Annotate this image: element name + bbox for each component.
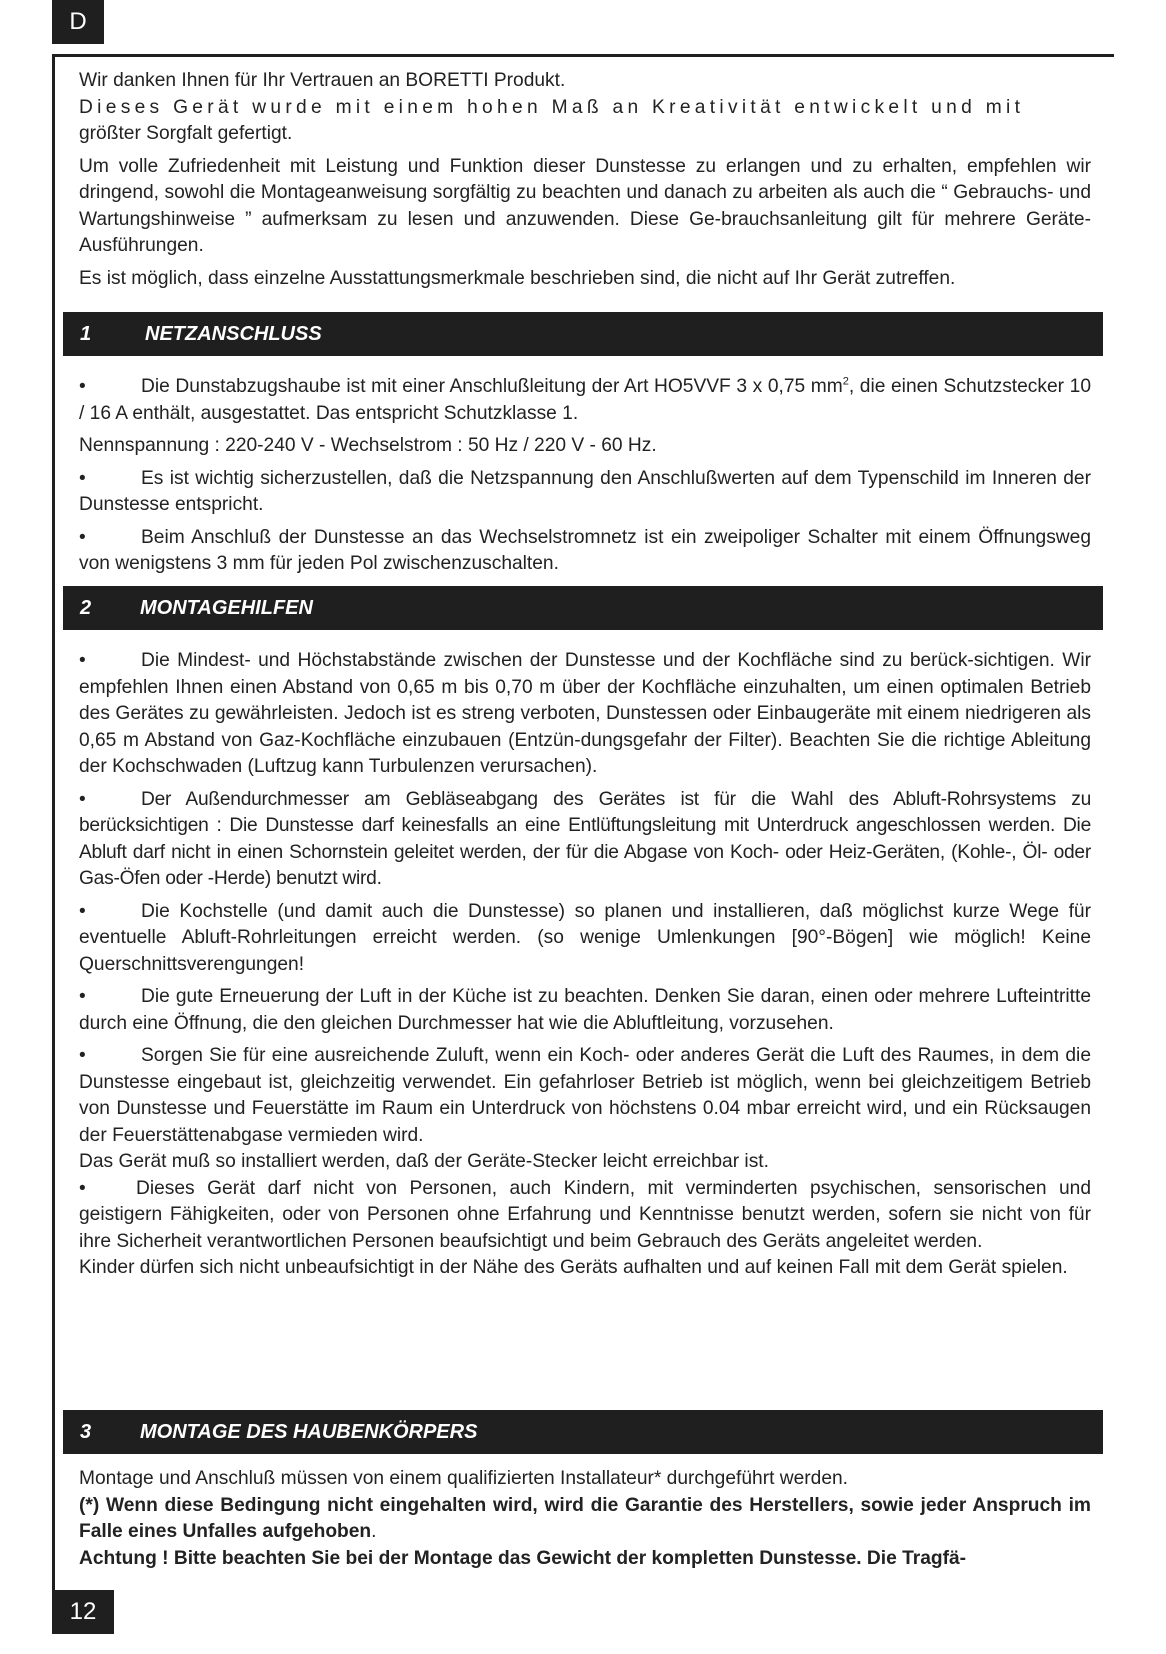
s2-note-children: Kinder dürfen sich nicht unbeaufsichtigt in der Nähe des Geräts aufhalten und auf keinen Fall mit dem Gerät spielen. xyxy=(79,1257,1068,1278)
s2-bullet-6 xyxy=(79,1176,1091,1256)
s3-warranty-warning: (*) Wenn diese Bedingung nicht eingehalten wird, wird die Garantie des Herstellers, sowie jeder Anspruch im Falle eines Unfalles aufgehoben xyxy=(79,1494,1091,1542)
s1-bullet-3 xyxy=(79,525,1091,578)
intro-line-3: größter Sorgfalt gefertigt. xyxy=(79,123,293,144)
s2-bullet-5 xyxy=(79,1043,1091,1149)
bullet: • xyxy=(79,526,86,548)
bullet: • xyxy=(79,376,86,397)
superscript: 2 xyxy=(842,375,849,388)
s3-weight-warning: Achtung ! Bitte beachten Sie bei der Montage das Gewicht der kompletten Dunstesse. Die Tragfä- xyxy=(79,1547,967,1569)
left-margin-rule xyxy=(52,54,55,1594)
section-number: 3 xyxy=(80,1420,92,1443)
section-header-3 xyxy=(63,1410,1103,1454)
section-1-body xyxy=(79,374,1091,584)
s2-bullet-1 xyxy=(79,648,1091,781)
s2-note-plug: Das Gerät muß so installiert werden, daß der Geräte-Stecker leicht erreichbar ist. xyxy=(79,1151,769,1172)
section-number: 2 xyxy=(80,596,92,619)
s2-b5-text: Sorgen Sie für eine ausreichende Zuluft, wenn ein Koch- oder anderes Gerät die Luft des Raumes, in dem die Dunstesse eingebaut ist, gleichzeitig verwendet. Ein gefahrloser Betrieb ist möglich, wenn bei gleichzeitigem Betrieb von Dunstesse und Feuerstätte im Raum ein Unterdruck von höchstens 0.04 mbar erreicht wird, und ein Rücksaugen der Feuerstättenabgase vermieden wird. xyxy=(79,1045,1091,1146)
bullet: • xyxy=(79,986,86,1007)
s2-bullet-4 xyxy=(79,984,1091,1037)
s2-b3-text: Die Kochstelle (und damit auch die Dunstesse) so planen und installieren, daß möglichst kurze Wege für eventuelle Abluft-Rohrleitungen erreicht werden. (so wenige Umlenkungen [90°-Bögen] wie möglich! Keine Querschnittsverengungen! xyxy=(79,900,1091,975)
top-rule xyxy=(52,54,1114,57)
bullet: • xyxy=(79,467,86,489)
s3-period: . xyxy=(371,1521,377,1542)
s2-b4-text: Die gute Erneuerung der Luft in der Küche ist zu beachten. Denken Sie daran, einen oder mehrere Lufteintritte durch eine Öffnung, die den gleichen Durchmesser hat wie die Abluftleitung, vorzusehen. xyxy=(79,986,1091,1034)
s2-b2-text: Der Außendurchmesser am Gebläseabgang des Gerätes ist für die Wahl des Abluft-Rohrsystems zu berücksichtigen : Die Dunstesse darf keinesfalls an eine Entlüftungsleitung mit Unterdruck angeschlossen werden. Die Abluft darf nicht in einen Schornstein geleitet werden, der für die Abgase von Koch- oder Heiz-Geräten, (Kohle-, Öl- oder Gas-Öfen oder -Herde) benutzt wird. xyxy=(79,788,1091,889)
s2-b1-text: Die Mindest- und Höchstabstände zwischen der Dunstesse und der Kochfläche sind zu berück-sichtigen. Wir empfehlen Ihnen einen Abstand von 0,65 m bis 0,70 m über der Kochfläche einzuhalten, um einen optimalen Betrieb des Gerätes zu gewährleisten. Jedoch ist es streng verboten, Dunstessen oder Einbaugeräte mit einem niedrigeren als 0,65 m Abstand von Gaz-Kochfläche einzubauen (Entzün-dungsgefahr der Filter). Beachten Sie die richtige Ableitung der Kochschwaden (Luftzug kann Turbulenzen verursachen). xyxy=(79,650,1091,777)
intro-block xyxy=(79,68,1091,298)
s1-b3-text: Beim Anschluß der Dunstesse an das Wechselstromnetz ist ein zweipoliger Schalter mit einem Öffnungsweg von wenigstens 3 mm für jeden Pol zwischenzuschalten. xyxy=(79,526,1091,574)
section-title: NETZANSCHLUSS xyxy=(145,322,322,345)
section-title: MONTAGEHILFEN xyxy=(140,596,313,619)
s2-bullet-2 xyxy=(79,787,1091,893)
s1-b1-text-cont: , die einen Schutzstecker 10 / 16 A enthält, ausgestattet. Das entspricht Schutzklasse 1. xyxy=(79,376,1091,424)
s3-paragraph-2 xyxy=(79,1493,1091,1546)
section-number: 1 xyxy=(80,322,92,345)
intro-paragraph-3: Es ist möglich, dass einzelne Ausstattungsmerkmale beschrieben sind, die nicht auf Ihr Gerät zutreffen. xyxy=(79,267,956,289)
bullet: • xyxy=(79,788,86,810)
s2-bullet-3 xyxy=(79,899,1091,979)
section-header-1 xyxy=(63,312,1103,356)
s1-b2-text: Es ist wichtig sicherzustellen, daß die Netzspannung den Anschlußwerten auf dem Typenschild im Inneren der Dunstesse entspricht. xyxy=(79,467,1091,515)
bullet: • xyxy=(79,1045,86,1066)
language-tab: D xyxy=(52,0,104,44)
bullet: • xyxy=(79,900,86,922)
bullet: • xyxy=(79,1177,86,1199)
s1-b1-text: Die Dunstabzugshaube ist mit einer Anschlußleitung der Art HO5VVF 3 x 0,75 mm xyxy=(141,376,843,397)
bullet: • xyxy=(79,650,86,671)
section-2-body xyxy=(79,648,1091,1288)
s1-voltage: Nennspannung : 220-240 V - Wechselstrom : 50 Hz / 220 V - 60 Hz. xyxy=(79,435,657,456)
intro-paragraph-2: Um volle Zufriedenheit mit Leistung und Funktion dieser Dunstesse zu erlangen und zu erhalten, empfehlen wir dringend, sowohl die Montageanweisung sorgfältig zu beachten und danach zu arbeiten als auch die “ Gebrauchs- und Wartungshinweise ” aufmerksam zu lesen und anzuwenden. Diese Ge-brauchsanleitung gilt für mehrere Geräte-Ausführungen. xyxy=(79,155,1091,256)
s3-paragraph-1: Montage und Anschluß müssen von einem qualifizierten Installateur* durchgeführt werden. xyxy=(79,1468,849,1489)
section-3-body xyxy=(79,1466,1091,1572)
section-title: MONTAGE DES HAUBENKÖRPERS xyxy=(140,1420,478,1443)
intro-line-1: Wir danken Ihnen für Ihr Vertrauen an BORETTI Produkt. xyxy=(79,70,566,91)
intro-line-2: Dieses Gerät wurde mit einem hohen Maß an Kreativität entwickelt und mit xyxy=(79,96,1025,118)
section-header-2 xyxy=(63,586,1103,630)
s2-b6-text: Dieses Gerät darf nicht von Personen, auch Kindern, mit verminderten psychischen, sensorischen und geistigern Fähigkeiten, oder von Personen ohne Erfahrung und Kenntnisse benutzt werden, sofern sie nicht von für ihre Sicherheit verantwortlichen Personen beaufsichtigt und beim Gebrauch des Geräts angeleitet werden. xyxy=(79,1177,1091,1252)
s1-bullet-2 xyxy=(79,466,1091,519)
page-number: 12 xyxy=(52,1590,114,1634)
s1-bullet-1 xyxy=(79,374,1091,427)
